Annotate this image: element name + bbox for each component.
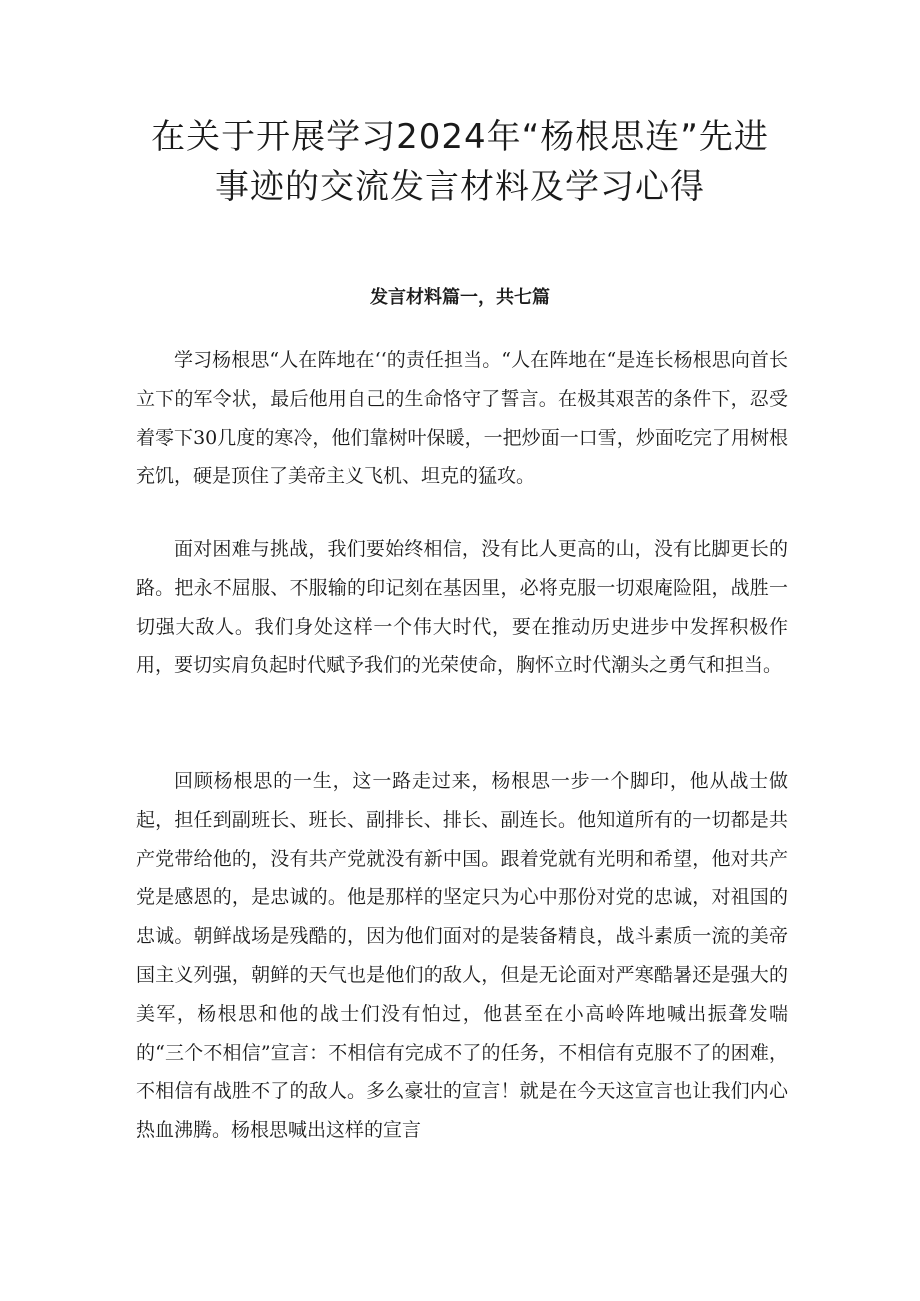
paragraph-3: 回顾杨根思的一生，这一路走过来，杨根思一步一个脚印，他从战士做起，担任到副班长、班长、副排长、排长、副连长。他知道所有的一切都是共产党带给他的，没有共产党就没有新中国。跟着党就有光明和希望，他对共产党是感恩的，是忠诚的。他是那样的坚定只为心中那份对党的忠诚，对祖国的忠诚。朝鲜战场是残酷的，因为他们面对的是装备精良，战斗素质一流的美帝国主义列强，朝鲜的天气也是他们的敌人，但是无论面对严寒酷暑还是强大的美军，杨根思和他的战士们没有怕过，他甚至在小高岭阵地喊出振聋发喘的“三个不相信”宣言：不相信有完成不了的任务，不相信有克服不了的困难，不相信有战胜不了的敌人。多么豪壮的宣言！就是在今天这宣言也让我们内心热血沸腾。杨根思喊出这样的宣言 (136, 770, 788, 1142)
paragraph-1: 学习杨根思“人在阵地在‘‘的责任担当。“人在阵地在“是连长杨根思向首长立下的军令状，最后他用自己的生命恪守了誓言。在极其艰苦的条件下，忍受着零下30几度的寒冷，他们靠树叶保暖，一把炒面一口雪，炒面吃完了用树根充饥，硬是顶住了美帝主义飞机、坦克的猛攻。 (136, 349, 788, 488)
title-line-1: 在关于开展学习2024年“杨根思连”先进 (151, 117, 769, 157)
document-title (100, 112, 820, 212)
section-heading: 发言材料篇一，共七篇 (370, 287, 550, 308)
paragraph-2: 面对困难与挑战，我们要始终相信，没有比人更高的山，没有比脚更长的路。把永不屈服、不服输的印记刻在基因里，必将克服一切艰庵险阻，战胜一切强大敌人。我们身处这样一个伟大时代，要在推动历史进步中发挥积极作用，要切实肩负起时代赋予我们的光荣使命，胸怀立时代潮头之勇气和担当。 (136, 538, 788, 677)
title-line-2: 事迹的交流发言材料及学习心得 (215, 167, 705, 207)
